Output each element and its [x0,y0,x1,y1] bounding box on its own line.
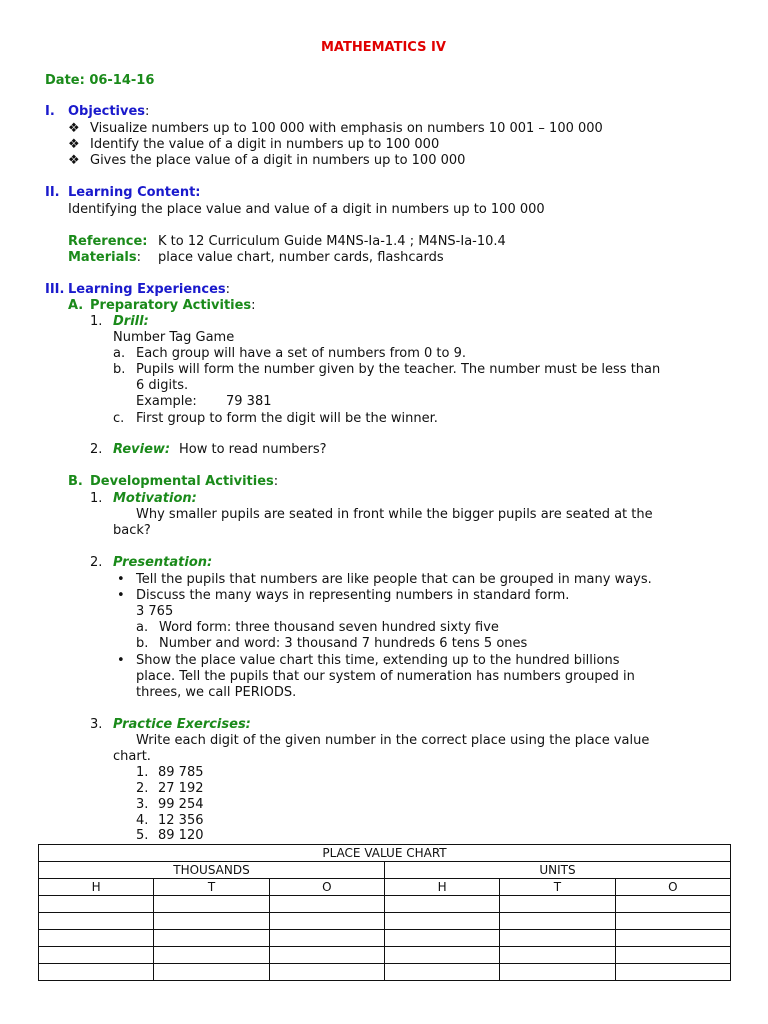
drill-b-marker: b. [113,362,126,377]
table-cell [384,964,499,981]
practice-item-number: 3. [136,797,149,812]
column-header: H [39,879,154,896]
table-cell [154,930,269,947]
table-cell [269,964,384,981]
objectives-heading [68,104,149,120]
reference-value: K to 12 Curriculum Guide M4NS-Ia-1.4 ; M4NS-Ia-10.4 [158,234,506,249]
review-text: How to read numbers? [179,442,327,457]
table-cell [384,913,499,930]
motivation-text: Why smaller pupils are seated in front while the bigger pupils are seated at the [136,507,653,522]
table-cell [500,947,615,964]
section-b-label: B. [68,474,83,489]
table-cell [39,913,154,930]
example-label: Example: [136,394,197,409]
presentation-item-cont: threes, we call PERIODS. [136,685,297,700]
table-cell [500,930,615,947]
drill-c-marker: c. [113,411,125,426]
table-cell [500,896,615,913]
presentation-item: Tell the pupils that numbers are like people that can be grouped in many ways. [136,572,652,587]
section-a-heading-text: Preparatory Activities [90,298,252,313]
date: Date: 06-14-16 [45,73,155,88]
bullet-icon: • [117,572,125,587]
learning-experiences-heading-text: Learning Experiences [68,282,226,297]
objective-item: Identify the value of a digit in numbers up to 100 000 [90,137,440,152]
review-label: Review: [113,442,171,457]
bullet-icon: • [117,653,125,668]
table-cell [269,913,384,930]
practice-item-value: 99 254 [158,797,204,812]
table-cell [269,896,384,913]
table-cell [615,947,730,964]
table-cell [615,964,730,981]
chart-title: PLACE VALUE CHART [39,845,731,862]
practice-item-number: 5. [136,828,149,843]
practice-label: Practice Exercises: [113,717,251,732]
learning-content-text: Identifying the place value and value of a digit in numbers up to 100 000 [68,202,545,217]
objective-bullet-icon: ❖ [68,137,80,152]
materials-colon: : [136,250,141,265]
table-row [39,964,731,981]
materials-label-text: Materials [68,250,137,265]
table-cell [500,964,615,981]
objective-item: Gives the place value of a digit in numbers up to 100 000 [90,153,466,168]
objectives-heading-text: Objectives [68,104,146,119]
reference-label: Reference: [68,234,148,249]
practice-number: 3. [90,717,103,732]
presentation-number: 2. [90,555,103,570]
objective-item: Visualize numbers up to 100 000 with emphasis on numbers 10 001 – 100 000 [90,121,603,136]
section-b-heading [90,474,278,490]
objectives-number: I. [45,104,55,119]
objectives-colon: : [145,104,150,119]
practice-item-number: 1. [136,765,149,780]
group-thousands: THOUSANDS [39,862,385,879]
drill-a-text: Each group will have a set of numbers from 0 to 9. [136,346,466,361]
table-row [39,896,731,913]
table-cell [384,896,499,913]
learning-experiences-heading [68,282,230,298]
presentation-a-marker: a. [136,620,149,635]
place-value-chart [38,844,731,981]
table-row [39,947,731,964]
page-title: MATHEMATICS IV [321,40,446,55]
review-number: 2. [90,442,103,457]
table-row [39,913,731,930]
learning-content-heading: Learning Content: [68,185,201,200]
table-cell [615,896,730,913]
materials-value: place value chart, number cards, flashcards [158,250,444,265]
table-cell [154,913,269,930]
table-cell [39,964,154,981]
drill-title: Number Tag Game [113,330,235,345]
column-header: O [615,879,730,896]
drill-c-text: First group to form the digit will be the winner. [136,411,438,426]
section-b-heading-text: Developmental Activities [90,474,274,489]
objective-bullet-icon: ❖ [68,153,80,168]
section-a-label: A. [68,298,84,313]
learning-experiences-colon: : [225,282,231,297]
practice-text: Write each digit of the given number in the correct place using the place value [136,733,650,748]
practice-text-cont: chart. [113,749,151,764]
table-cell [154,896,269,913]
table-row [39,930,731,947]
table-cell [384,947,499,964]
presentation-b-text: Number and word: 3 thousand 7 hundreds 6 tens 5 ones [159,636,528,651]
table-cell [154,947,269,964]
section-b-colon: : [273,474,279,489]
drill-b-text: Pupils will form the number given by the teacher. The number must be less than [136,362,661,377]
presentation-a-text: Word form: three thousand seven hundred sixty five [159,620,499,635]
presentation-b-marker: b. [136,636,149,651]
column-header: T [154,879,269,896]
motivation-text-cont: back? [113,523,151,538]
drill-b-text-cont: 6 digits. [136,378,189,393]
materials-label [68,250,141,266]
practice-item-number: 4. [136,813,149,828]
practice-item-value: 27 192 [158,781,204,796]
section-a-heading [90,298,256,314]
table-cell [615,930,730,947]
section-a-colon: : [251,298,256,313]
motivation-label: Motivation: [113,491,197,506]
bullet-icon: • [117,588,125,603]
table-cell [269,947,384,964]
table-cell [615,913,730,930]
table-cell [269,930,384,947]
practice-item-value: 89 120 [158,828,204,843]
presentation-number-example: 3 765 [136,604,174,619]
learning-content-number: II. [45,185,60,200]
group-units: UNITS [384,862,730,879]
motivation-number: 1. [90,491,103,506]
column-header: T [500,879,615,896]
table-cell [154,964,269,981]
practice-item-value: 89 785 [158,765,204,780]
table-cell [384,930,499,947]
objective-bullet-icon: ❖ [68,121,80,136]
drill-number: 1. [90,314,103,329]
presentation-item: Discuss the many ways in representing numbers in standard form. [136,588,570,603]
drill-label: Drill: [113,314,149,329]
table-cell [39,947,154,964]
practice-item-number: 2. [136,781,149,796]
practice-item-value: 12 356 [158,813,204,828]
presentation-item: Show the place value chart this time, extending up to the hundred billions [136,653,620,668]
table-cell [39,896,154,913]
table-cell [500,913,615,930]
column-header: H [384,879,499,896]
learning-experiences-number: III. [45,282,65,297]
example-value: 79 381 [226,394,272,409]
table-cell [39,930,154,947]
column-header: O [269,879,384,896]
presentation-label: Presentation: [113,555,213,570]
presentation-item-cont: place. Tell the pupils that our system of numeration has numbers grouped in [136,669,635,684]
drill-a-marker: a. [113,346,126,361]
